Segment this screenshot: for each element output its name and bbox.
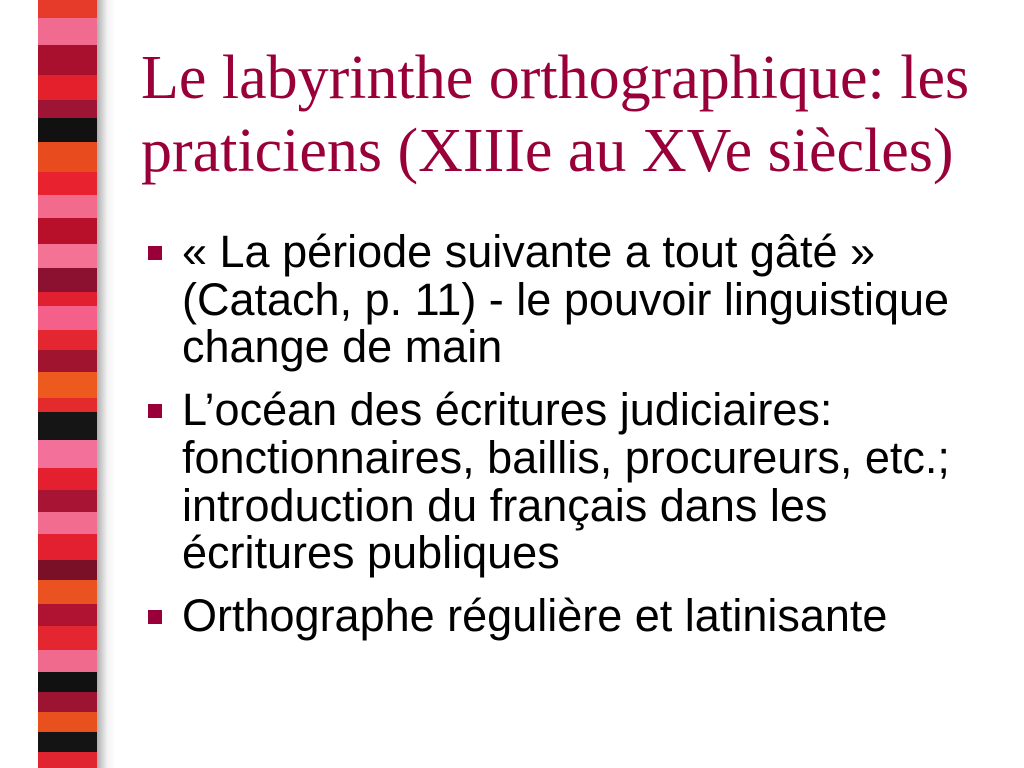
bullet-item: [182, 228, 982, 371]
bullet-item: [182, 589, 982, 641]
stripe-band: [38, 75, 97, 100]
bullet-text: L’océan des écritures judiciaires: fonctionnaires, baillis, procureurs, etc.; introduction du français dans les écritures publiques: [182, 384, 950, 579]
stripe-band: [38, 672, 97, 692]
stripe-band: [38, 0, 97, 18]
stripe-band: [38, 490, 97, 512]
stripe-band: [38, 692, 97, 712]
stripe-band: [38, 218, 97, 244]
bullet-text: « La période suivante a tout gâté » (Catach, p. 11) - le pouvoir linguistique change de main: [182, 226, 950, 373]
stripe-band: [38, 172, 97, 195]
stripe-band: [38, 626, 97, 650]
stripe-band: [38, 412, 97, 440]
bullet-square-icon: [148, 404, 162, 418]
stripe-band: [38, 292, 97, 306]
stripe-band: [38, 650, 97, 672]
stripe-band: [38, 195, 97, 218]
stripe-band: [38, 732, 97, 752]
stripe-band: [38, 142, 97, 172]
stripe-band: [38, 268, 97, 292]
stripe-band: [38, 560, 97, 580]
stripe-band: [38, 18, 97, 45]
bullet-text: Orthographe régulière et latinisante: [182, 589, 888, 641]
stripe-band: [38, 440, 97, 468]
stripe-band: [38, 372, 97, 398]
stripe-band: [38, 398, 97, 412]
bullet-square-icon: [148, 610, 162, 624]
stripe-band: [38, 468, 97, 490]
bullet-list: [182, 228, 982, 655]
stripe-band: [38, 580, 97, 604]
stripe-band: [38, 712, 97, 732]
stripe-shadow: [97, 0, 115, 768]
stripe-band: [38, 45, 97, 75]
stripe-band: [38, 100, 97, 118]
stripe-band: [38, 306, 97, 330]
stripe-band: [38, 534, 97, 560]
decorative-stripe: [38, 0, 97, 768]
slide-title: Le labyrinthe orthographique: les praticiens (XIIIe au XVe siècles): [141, 44, 970, 185]
bullet-item: [182, 386, 982, 577]
stripe-band: [38, 350, 97, 372]
stripe-band: [38, 604, 97, 626]
stripe-band: [38, 118, 97, 142]
stripe-band: [38, 512, 97, 534]
stripe-band: [38, 330, 97, 350]
stripe-band: [38, 244, 97, 268]
stripe-band: [38, 752, 97, 768]
bullet-square-icon: [148, 246, 162, 260]
